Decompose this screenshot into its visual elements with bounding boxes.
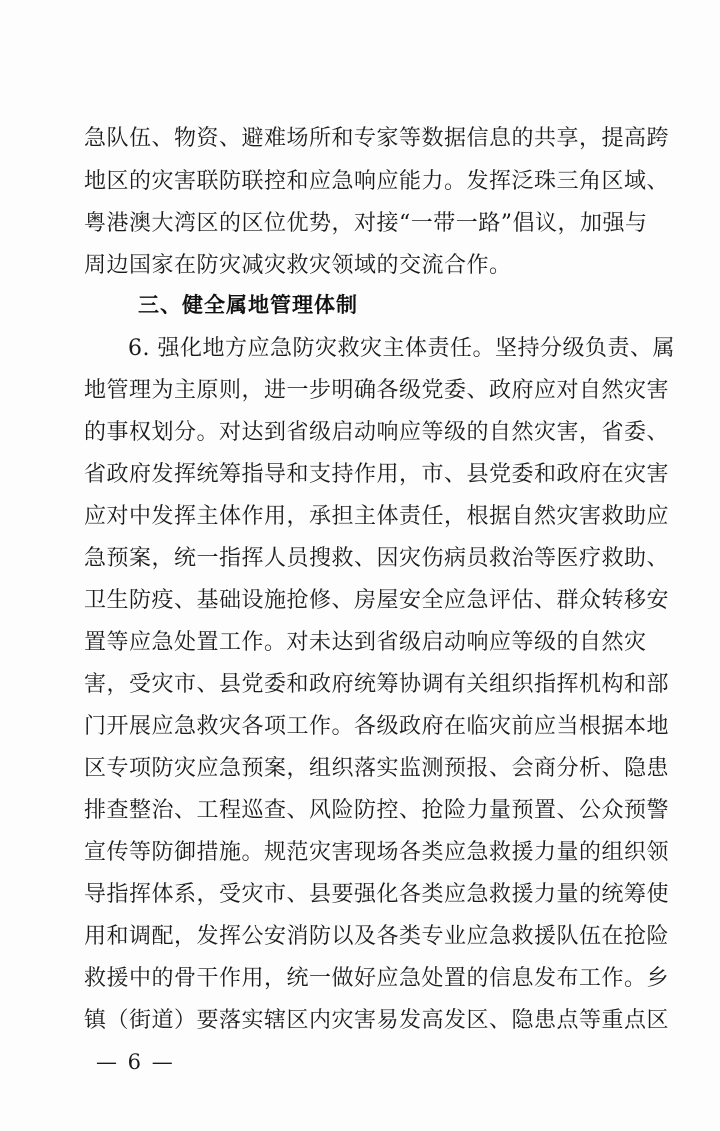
paragraph-line: 省政府发挥统筹指导和支持作用，市、县党委和政府在灾害 bbox=[84, 462, 670, 487]
page-number: — 6 — bbox=[96, 1050, 175, 1074]
paragraph-line: 地管理为主原则，进一步明确各级党委、政府应对自然灾害 bbox=[84, 378, 670, 403]
paragraph-line: 区专项防灾应急预案，组织落实监测预报、会商分析、隐患 bbox=[84, 756, 670, 781]
paragraph-line: 应对中发挥主体作用，承担主体责任，根据自然灾害救助应 bbox=[84, 504, 670, 529]
section-heading: 三、健全属地管理体制 bbox=[138, 293, 358, 317]
paragraph-line: 6. 强化地方应急防灾救灾主体责任。坚持分级负责、属 bbox=[128, 336, 675, 361]
paragraph-line: 害，受灾市、县党委和政府统筹协调有关组织指挥机构和部 bbox=[84, 672, 670, 697]
paragraph-line: 置等应急处置工作。对未达到省级启动响应等级的自然灾 bbox=[84, 630, 647, 655]
text-line: 粤港澳大湾区的区位优势，对接“一带一路”倡议，加强与 bbox=[84, 211, 648, 236]
text-line: 急队伍、物资、避难场所和专家等数据信息的共享，提高跨 bbox=[84, 126, 670, 151]
paragraph-line: 排查整治、工程巡查、风险防控、抢险力量预置、公众预警 bbox=[84, 798, 670, 823]
paragraph-line: 镇（街道）要落实辖区内灾害易发高发区、隐患点等重点区 bbox=[84, 1008, 670, 1033]
paragraph-line: 卫生防疫、基础设施抢修、房屋安全应急评估、群众转移安 bbox=[84, 588, 670, 613]
text-line: 周边国家在防灾减灾救灾领域的交流合作。 bbox=[84, 253, 512, 278]
text-line: 地区的灾害联防联控和应急响应能力。发挥泛珠三角区域、 bbox=[84, 169, 670, 194]
paragraph-line: 宣传等防御措施。规范灾害现场各类应急救援力量的组织领 bbox=[84, 840, 670, 865]
paragraph-line: 门开展应急救灾各项工作。各级政府在临灾前应当根据本地 bbox=[84, 714, 670, 739]
paragraph-line: 急预案，统一指挥人员搜救、因灾伤病员救治等医疗救助、 bbox=[84, 546, 670, 571]
paragraph-line: 救援中的骨干作用，统一做好应急处置的信息发布工作。乡 bbox=[84, 966, 670, 991]
paragraph-line: 导指挥体系，受灾市、县要强化各类应急救援力量的统筹使 bbox=[84, 882, 670, 907]
paragraph-line: 用和调配，发挥公安消防以及各类专业应急救援队伍在抢险 bbox=[84, 924, 670, 949]
paragraph-line: 的事权划分。对达到省级启动响应等级的自然灾害，省委、 bbox=[84, 420, 670, 445]
